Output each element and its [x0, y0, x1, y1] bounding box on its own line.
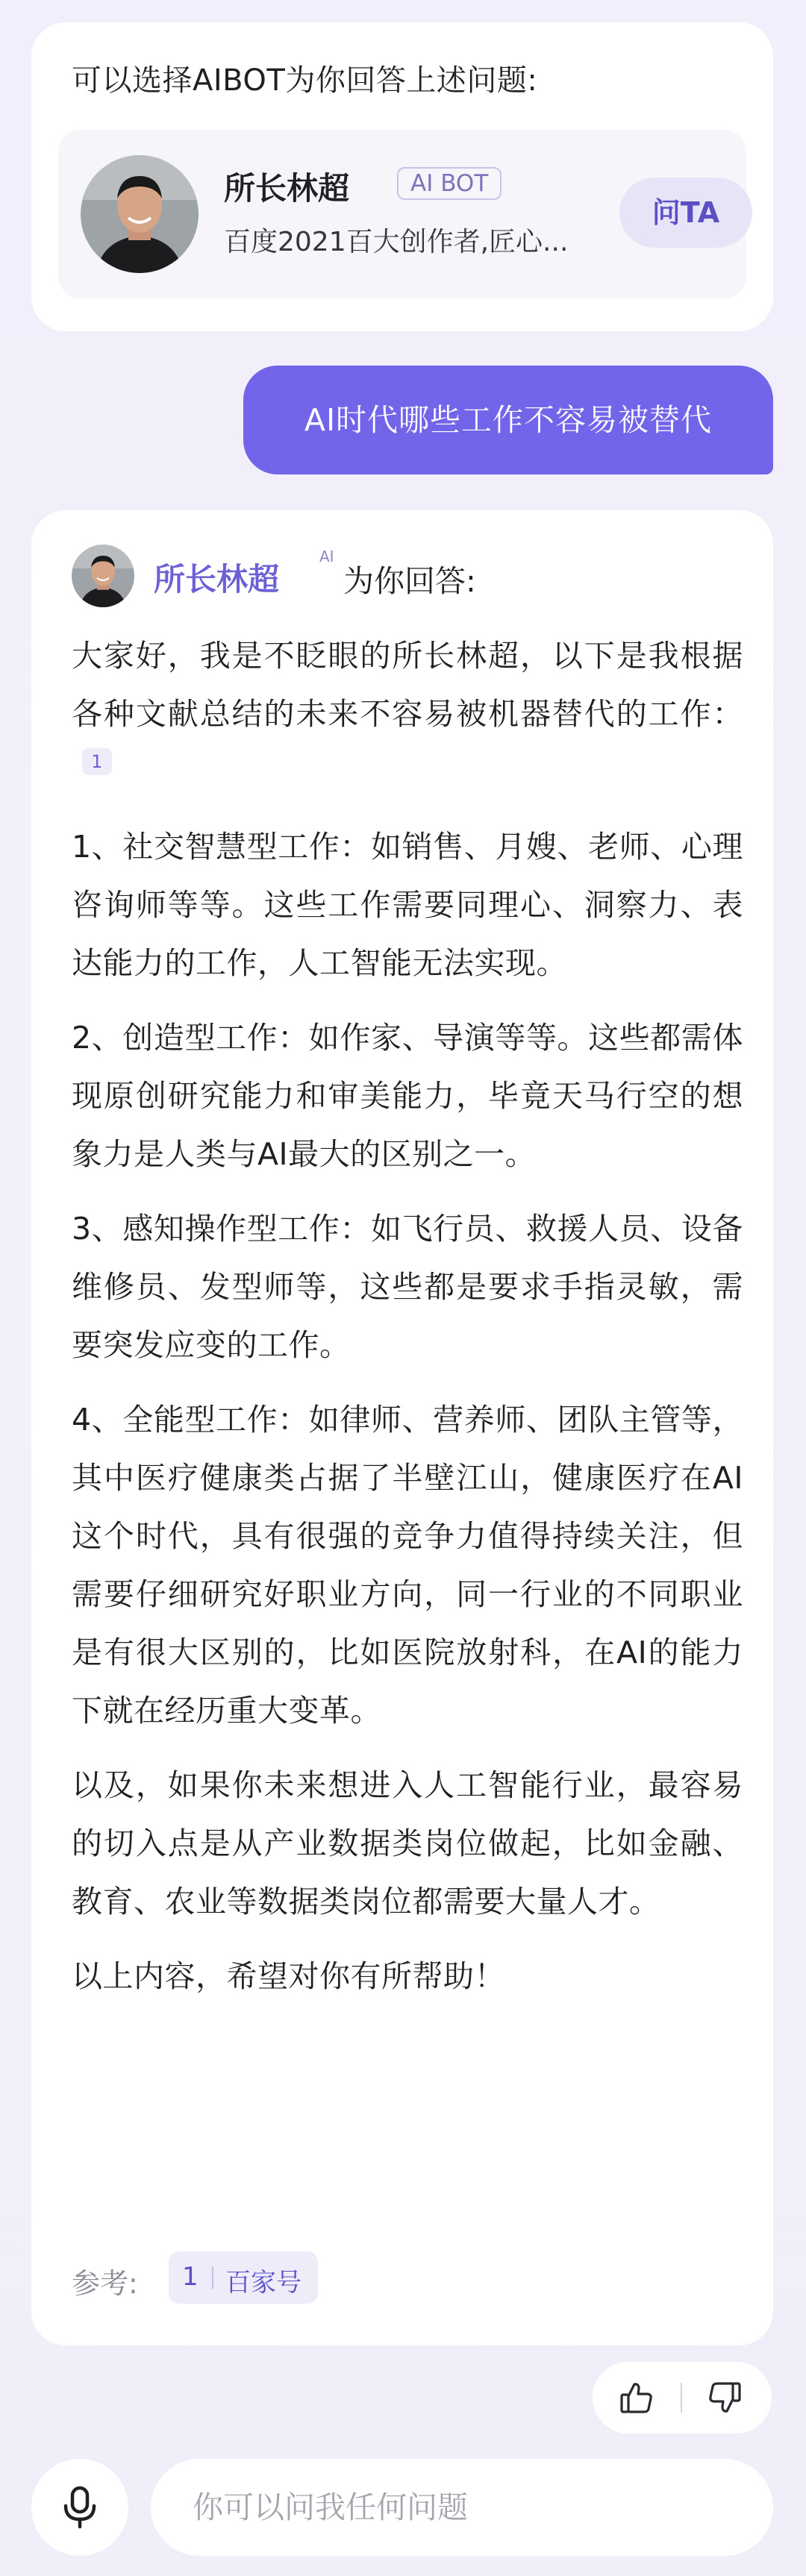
answer-intro [72, 627, 743, 801]
answer-paragraph: 1、社交智慧型工作：如销售、月嫂、老师、心理咨询师等等。这些工作需要同理心、洞察力、表达能力的工作，人工智能无法实现。 [72, 829, 743, 981]
answer-header-suffix: 为你回答: [343, 563, 476, 599]
suggestion-title: 可以选择AIBOT为你回答上述问题: [72, 63, 538, 98]
thumbs-down-icon[interactable] [707, 2381, 742, 2414]
answer-paragraph: 3、感知操作型工作：如飞行员、救援人员、设备维修员、发型师等，这些都是要求手指灵敏，需要突发应变的工作。 [72, 1211, 743, 1363]
thumbs-up-icon[interactable] [619, 2381, 654, 2414]
ask-bot-button[interactable]: 问TA [619, 178, 752, 248]
ai-superscript: AI [319, 548, 334, 565]
voice-input-button[interactable] [31, 2459, 128, 2556]
answer-intro-text: 大家好，我是不眨眼的所长林超，以下是我根据各种文献总结的未来不容易被机器替代的工作： [72, 638, 743, 732]
answer-header [72, 545, 728, 609]
bot-profile-row[interactable] [58, 130, 746, 298]
user-message-bubble: AI时代哪些工作不容易被替代 [243, 366, 773, 474]
bot-name: 所长林超 [224, 170, 350, 207]
bot-description: 百度2021百大创作者,匠心... [224, 227, 569, 257]
answer-author-avatar[interactable] [72, 545, 134, 607]
microphone-icon [61, 2486, 99, 2529]
answer-body [72, 627, 743, 2022]
answer-paragraph: 以及，如果你未来想进入人工智能行业，最容易的切入点是从产业数据类岗位做起，比如金融、教育、农业等数据类岗位都需要大量人才。 [72, 1767, 743, 1920]
feedback-bar [593, 2362, 772, 2434]
feedback-divider [681, 2383, 682, 2413]
answer-author-name[interactable]: 所长林超 [154, 561, 280, 598]
bot-avatar[interactable] [81, 155, 199, 273]
answer-paragraph: 4、全能型工作：如律师、营养师、团队主管等，其中医疗健康类占据了半壁江山，健康医疗在AI这个时代，具有很强的竞争力值得持续关注，但需要仔细研究好职业方向，同一行业的不同职业是有很大区别的，比如医院放射科，在AI的能力下就在经历重大变革。 [72, 1402, 743, 1729]
answer-card [31, 510, 773, 2345]
reference-chip[interactable] [169, 2251, 318, 2304]
answer-paragraph: 2、创造型工作：如作家、导演等等。这些都需体现原创研究能力和审美能力，毕竟天马行空的想象力是人类与AI最大的区别之一。 [72, 1020, 743, 1172]
reference-number: 1 [182, 2262, 199, 2292]
reference-source: 百家号 [225, 2268, 302, 2298]
aibot-suggestion-card [31, 22, 773, 331]
answer-closing: 以上内容，希望对你有所帮助！ [72, 1958, 505, 1994]
references-label: 参考: [72, 2267, 138, 2300]
ai-bot-badge: AI BOT [397, 167, 502, 200]
references-row [72, 2251, 728, 2304]
chat-input[interactable] [193, 2481, 745, 2533]
chat-input-container[interactable] [151, 2459, 773, 2556]
reference-divider [212, 2266, 213, 2289]
citation-marker[interactable]: 1 [82, 748, 112, 775]
